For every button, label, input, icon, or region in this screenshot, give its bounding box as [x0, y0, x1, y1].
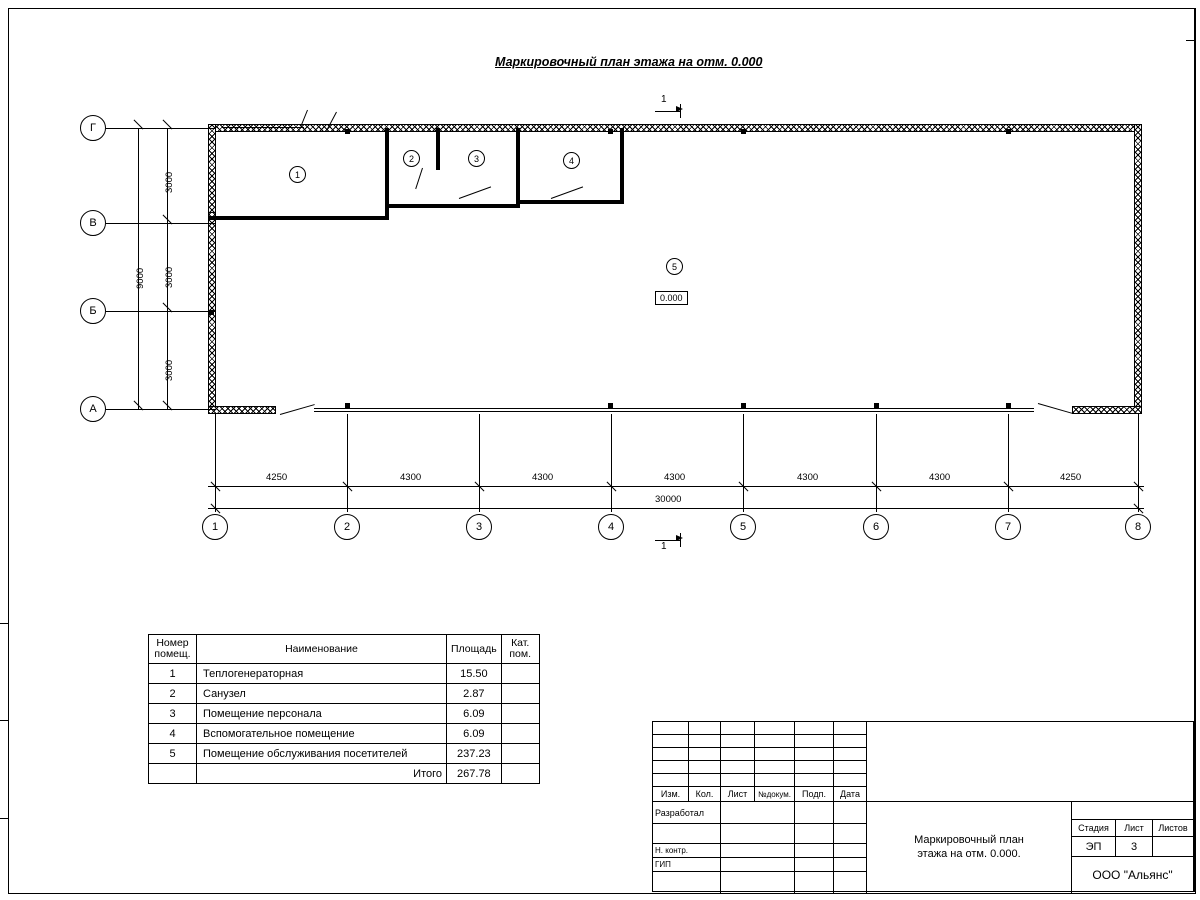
grid-line-3: [479, 414, 480, 512]
dim-horizontal-1: 4250: [266, 472, 288, 483]
stamp-role-5-data: [834, 872, 867, 893]
stamp-role-razrabotal: Разработал: [653, 802, 721, 824]
dim-vertical-3: 3000: [164, 359, 175, 381]
stamp-blank-r1c3: [721, 722, 755, 735]
stamp-right-upper-blank: [1072, 802, 1193, 820]
stamp-col-list: Лист: [721, 787, 755, 802]
dim-vertical-1: 3000: [164, 171, 175, 193]
column-mark-top-1: [345, 129, 350, 134]
mullion-1: [345, 403, 350, 408]
partition-room3-right: [516, 128, 520, 208]
stamp-col-kol: Кол.: [689, 787, 721, 802]
axis-line-G: [106, 128, 216, 129]
partition-room4-bottom: [520, 200, 624, 204]
stamp-role-2-data: [834, 824, 867, 844]
dim-horizontal-4: 4300: [664, 472, 686, 483]
axis-bubble-3: 3: [466, 514, 492, 540]
axis-line-V: [106, 223, 216, 224]
plan-title: Маркировочный план этажа на отм. 0.000: [495, 55, 763, 69]
cell-name: Санузел: [197, 684, 447, 704]
dim-horizontal-2: 4300: [400, 472, 422, 483]
stamp-role-5-sign: [721, 872, 795, 893]
partition-room4-right: [620, 128, 624, 204]
frame-edge-right: [1194, 8, 1195, 892]
stamp-blank-r5c5: [795, 774, 834, 787]
cell-number: 3: [149, 704, 197, 724]
stamp-blank-r4c1: [653, 761, 689, 774]
cell-number: 1: [149, 664, 197, 684]
cell-empty: [149, 764, 197, 784]
stamp-blank-r4c5: [795, 761, 834, 774]
axis-bubble-5: 5: [730, 514, 756, 540]
stamp-organization: ООО "Альянс": [1092, 868, 1173, 882]
cell-category: [501, 704, 539, 724]
stamp-blank-r4c6: [834, 761, 867, 774]
door-entrance-left: [222, 127, 304, 128]
room-tag-1: 1: [289, 166, 306, 183]
cell-area: 6.09: [447, 724, 502, 744]
stamp-role-2-podp: [795, 824, 834, 844]
column-mark-top-2: [608, 129, 613, 134]
axis-bubble-4: 4: [598, 514, 624, 540]
wall-bottom-right-stub: [1072, 406, 1142, 414]
stamp-role-empty: [653, 824, 721, 844]
mullion-2: [608, 403, 613, 408]
stamp-blank-r3c4: [755, 748, 795, 761]
title-block: [652, 721, 1194, 892]
stamp-sheets-value: [1153, 837, 1193, 857]
glazing-bottom: [314, 408, 1034, 412]
cell-category: [501, 724, 539, 744]
stamp-blank-r3c6: [834, 748, 867, 761]
axis-bubble-A: А: [80, 396, 106, 422]
table-header-row: [149, 635, 540, 664]
axis-bubble-G: Г: [80, 115, 106, 141]
header-category-line1: Кат.: [511, 637, 530, 649]
stamp-top-right-blank: [867, 722, 1193, 802]
stamp-role-nkontr: Н. контр.: [653, 844, 721, 858]
total-label: Итого: [197, 764, 447, 784]
grid-line-6: [876, 414, 877, 512]
grid-line-7: [1008, 414, 1009, 512]
level-mark: 0.000: [655, 291, 688, 305]
stamp-role-1-data: [834, 802, 867, 824]
column-mark-top-3: [741, 129, 746, 134]
room-tag-3: 3: [468, 150, 485, 167]
stamp-role-3-podp: [795, 844, 834, 858]
dim-horizontal-5: 4300: [797, 472, 819, 483]
total-value: 267.78: [447, 764, 502, 784]
dim-vertical-2: 3000: [164, 266, 175, 288]
cell-category: [501, 684, 539, 704]
explication-table: [148, 634, 540, 784]
stamp-blank-r3c5: [795, 748, 834, 761]
grid-line-2: [347, 414, 348, 512]
stamp-blank-r4c4: [755, 761, 795, 774]
axis-line-A: [106, 409, 216, 410]
room-tag-5: 5: [666, 258, 683, 275]
stamp-blank-r3c1: [653, 748, 689, 761]
stamp-sheet-header: Лист: [1116, 820, 1153, 837]
grid-line-5: [743, 414, 744, 512]
dim-chain-horizontal-outer: [208, 508, 1144, 509]
stamp-blank-r1c4: [755, 722, 795, 735]
frame-tick-left-1: [0, 623, 8, 624]
axis-bubble-2: 2: [334, 514, 360, 540]
section-tick-bottom: [680, 533, 681, 547]
cell-empty: [501, 764, 539, 784]
stamp-blank-r2c1: [653, 735, 689, 748]
table-total-row: [149, 764, 540, 784]
header-number-line1: Номер: [156, 637, 189, 649]
cell-area: 2.87: [447, 684, 502, 704]
stamp-blank-r4c2: [689, 761, 721, 774]
axis-bubble-B: Б: [80, 298, 106, 324]
partition-room2-right: [436, 128, 440, 170]
table-row: [149, 744, 540, 764]
dim-horizontal-7: 4250: [1060, 472, 1082, 483]
stamp-col-podp: Подп.: [795, 787, 834, 802]
stamp-role-3-data: [834, 844, 867, 858]
stamp-blank-r5c1: [653, 774, 689, 787]
stamp-role-2-sign: [721, 824, 795, 844]
wall-left-upper: [208, 124, 216, 220]
frame-tick-right-1: [1186, 40, 1194, 41]
stamp-drawing-name: [867, 802, 1072, 893]
section-tick-top: [680, 104, 681, 118]
room-tag-4: 4: [563, 152, 580, 169]
stamp-blank-r1c6: [834, 722, 867, 735]
stamp-col-data: Дата: [834, 787, 867, 802]
axis-bubble-1: 1: [202, 514, 228, 540]
mullion-3: [741, 403, 746, 408]
room-tag-2: 2: [403, 150, 420, 167]
cell-name: Помещение персонала: [197, 704, 447, 724]
mullion-4: [874, 403, 879, 408]
axis-line-B: [106, 311, 216, 312]
stamp-sheet-value: 3: [1116, 837, 1153, 857]
stamp-blank-r2c3: [721, 735, 755, 748]
stamp-blank-r5c6: [834, 774, 867, 787]
axis-bubble-7: 7: [995, 514, 1021, 540]
table-row: [149, 664, 540, 684]
stamp-blank-r2c5: [795, 735, 834, 748]
header-category-line2: пом.: [509, 648, 532, 661]
header-area: Площадь: [447, 635, 502, 664]
cell-name: Помещение обслуживания посетителей: [197, 744, 447, 764]
stamp-blank-r3c3: [721, 748, 755, 761]
table-row: [149, 684, 540, 704]
stamp-role-5-podp: [795, 872, 834, 893]
stamp-drawing-name-line2: этажа на отм. 0.000.: [917, 847, 1021, 860]
stamp-stage-value: ЭП: [1072, 837, 1116, 857]
stamp-role-3-sign: [721, 844, 795, 858]
cell-area: 237.23: [447, 744, 502, 764]
column-mark-top-4: [1006, 129, 1011, 134]
stamp-blank-r2c4: [755, 735, 795, 748]
cell-area: 6.09: [447, 704, 502, 724]
partition-rooms-bottom-a: [388, 204, 518, 208]
stamp-role-4-data: [834, 858, 867, 872]
stamp-role-1-sign: [721, 802, 795, 824]
mullion-5: [1006, 403, 1011, 408]
stamp-role-4-podp: [795, 858, 834, 872]
stamp-col-ndokum: №докум.: [755, 787, 795, 802]
table-row: [149, 724, 540, 744]
header-category: [501, 635, 539, 664]
stamp-role-1-podp: [795, 802, 834, 824]
stamp-blank-r5c3: [721, 774, 755, 787]
stamp-col-izm: Изм.: [653, 787, 689, 802]
frame-tick-left-2: [0, 720, 8, 721]
frame-tick-left-3: [0, 818, 8, 819]
dim-vertical-total: 9000: [135, 267, 146, 289]
cell-category: [501, 744, 539, 764]
cell-number: 4: [149, 724, 197, 744]
stamp-stage-header: Стадия: [1072, 820, 1116, 837]
section-label-bottom: 1: [661, 541, 667, 552]
axis-bubble-V: В: [80, 210, 106, 236]
stamp-blank-r5c4: [755, 774, 795, 787]
stamp-blank-r5c2: [689, 774, 721, 787]
stamp-role-5: [653, 872, 721, 893]
header-name: Наименование: [197, 635, 447, 664]
stamp-blank-r1c1: [653, 722, 689, 735]
header-number: [149, 635, 197, 664]
stamp-role-gip: ГИП: [653, 858, 721, 872]
header-number-line2: помещ.: [154, 648, 191, 661]
axis-bubble-6: 6: [863, 514, 889, 540]
wall-bottom-left-stub: [208, 406, 276, 414]
stamp-role-4-sign: [721, 858, 795, 872]
stamp-blank-r2c6: [834, 735, 867, 748]
cell-area: 15.50: [447, 664, 502, 684]
stamp-sheets-header: Листов: [1153, 820, 1193, 837]
dim-horizontal-3: 4300: [532, 472, 554, 483]
stamp-blank-r3c2: [689, 748, 721, 761]
grid-line-8: [1138, 414, 1139, 512]
cell-name: Теплогенераторная: [197, 664, 447, 684]
cell-category: [501, 664, 539, 684]
axis-bubble-8: 8: [1125, 514, 1151, 540]
stamp-blank-r4c3: [721, 761, 755, 774]
cell-number: 2: [149, 684, 197, 704]
stamp-blank-r1c2: [689, 722, 721, 735]
cell-name: Вспомогательное помещение: [197, 724, 447, 744]
dim-horizontal-6: 4300: [929, 472, 951, 483]
stamp-blank-r1c5: [795, 722, 834, 735]
grid-line-1: [215, 414, 216, 512]
cell-number: 5: [149, 744, 197, 764]
section-label-top: 1: [661, 94, 667, 105]
partition-room1-bottom: [208, 216, 388, 220]
stamp-blank-r2c2: [689, 735, 721, 748]
stamp-drawing-name-line1: Маркировочный план: [914, 833, 1024, 846]
wall-right: [1134, 124, 1142, 414]
dim-horizontal-total: 30000: [655, 494, 682, 505]
table-row: [149, 704, 540, 724]
grid-line-4: [611, 414, 612, 512]
